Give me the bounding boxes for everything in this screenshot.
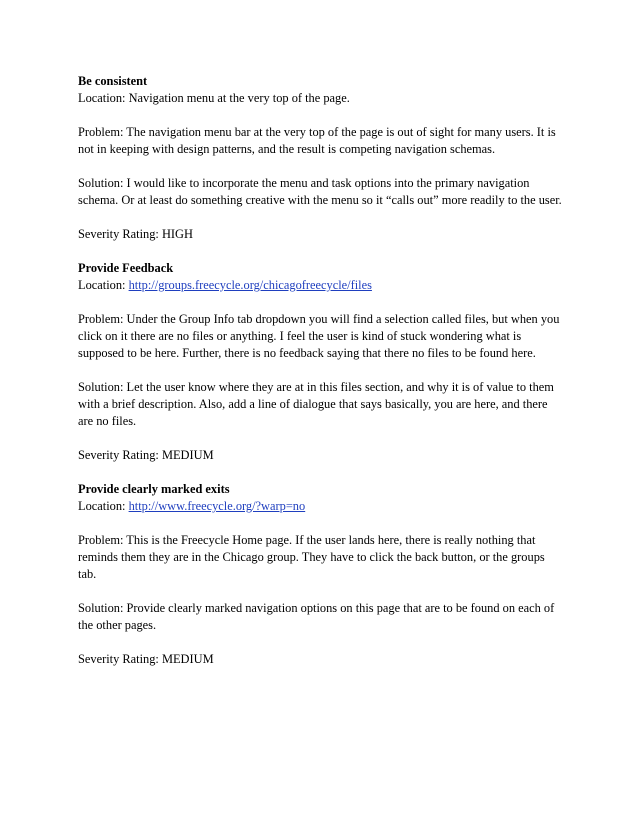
problem-line: reminds them they are in the Chicago group. They have to click the back button, or the groups <box>78 550 545 564</box>
section-header <box>78 481 578 515</box>
solution-line: Solution: I would like to incorporate the menu and task options into the primary navigation <box>78 176 530 190</box>
location-line <box>78 277 578 294</box>
severity-text: Severity Rating: MEDIUM <box>78 652 214 666</box>
location-line <box>78 498 578 515</box>
section-header <box>78 260 578 294</box>
solution-line: with a brief description. Also, add a line of dialogue that says basically, you are here, and there <box>78 397 548 411</box>
section-provide-clearly-marked-exits <box>78 481 578 668</box>
section-heading: Be consistent <box>78 74 148 88</box>
problem-line: Problem: Under the Group Info tab dropdown you will find a selection called files, but when you <box>78 312 560 326</box>
solution-line: schema. Or at least do something creative with the menu so it “calls out” more readily to the user. <box>78 193 562 207</box>
severity-rating <box>78 447 578 464</box>
solution-line: Solution: Provide clearly marked navigation options on this page that are to be found on each of <box>78 601 555 615</box>
problem-paragraph <box>78 124 578 158</box>
section-header <box>78 73 578 107</box>
location-line <box>78 90 578 107</box>
problem-line: Problem: This is the Freecycle Home page. If the user lands here, there is really nothing that <box>78 533 536 547</box>
solution-paragraph <box>78 379 578 430</box>
problem-line: Problem: The navigation menu bar at the very top of the page is out of sight for many users. It is <box>78 125 556 139</box>
problem-paragraph <box>78 532 578 583</box>
document-page <box>78 73 578 685</box>
location-link[interactable]: http://www.freecycle.org/?warp=no <box>128 499 306 513</box>
problem-line: click on it there are no files or anything. I feel the user is kind of stuck wondering what is <box>78 329 522 343</box>
section-be-consistent <box>78 73 578 243</box>
section-provide-feedback <box>78 260 578 464</box>
solution-line: the other pages. <box>78 618 157 632</box>
solution-line: Solution: Let the user know where they are at in this files section, and why it is of value to them <box>78 380 554 394</box>
section-heading: Provide clearly marked exits <box>78 482 230 496</box>
location-label: Location: <box>78 91 129 105</box>
location-text: Navigation menu at the very top of the page. <box>128 91 350 105</box>
location-label: Location: <box>78 278 129 292</box>
problem-paragraph <box>78 311 578 362</box>
severity-text: Severity Rating: MEDIUM <box>78 448 214 462</box>
location-link[interactable]: http://groups.freecycle.org/chicagofreecycle/files <box>128 278 372 292</box>
solution-paragraph <box>78 600 578 634</box>
severity-rating <box>78 226 578 243</box>
severity-rating <box>78 651 578 668</box>
solution-paragraph <box>78 175 578 209</box>
problem-line: supposed to be here. Further, there is no feedback saying that there no files to be found here. <box>78 346 536 360</box>
location-label: Location: <box>78 499 129 513</box>
problem-line: not in keeping with design patterns, and the result is competing navigation schemas. <box>78 142 496 156</box>
severity-text: Severity Rating: HIGH <box>78 227 193 241</box>
solution-line: are no files. <box>78 414 137 428</box>
section-heading: Provide Feedback <box>78 261 174 275</box>
problem-line: tab. <box>78 567 97 581</box>
